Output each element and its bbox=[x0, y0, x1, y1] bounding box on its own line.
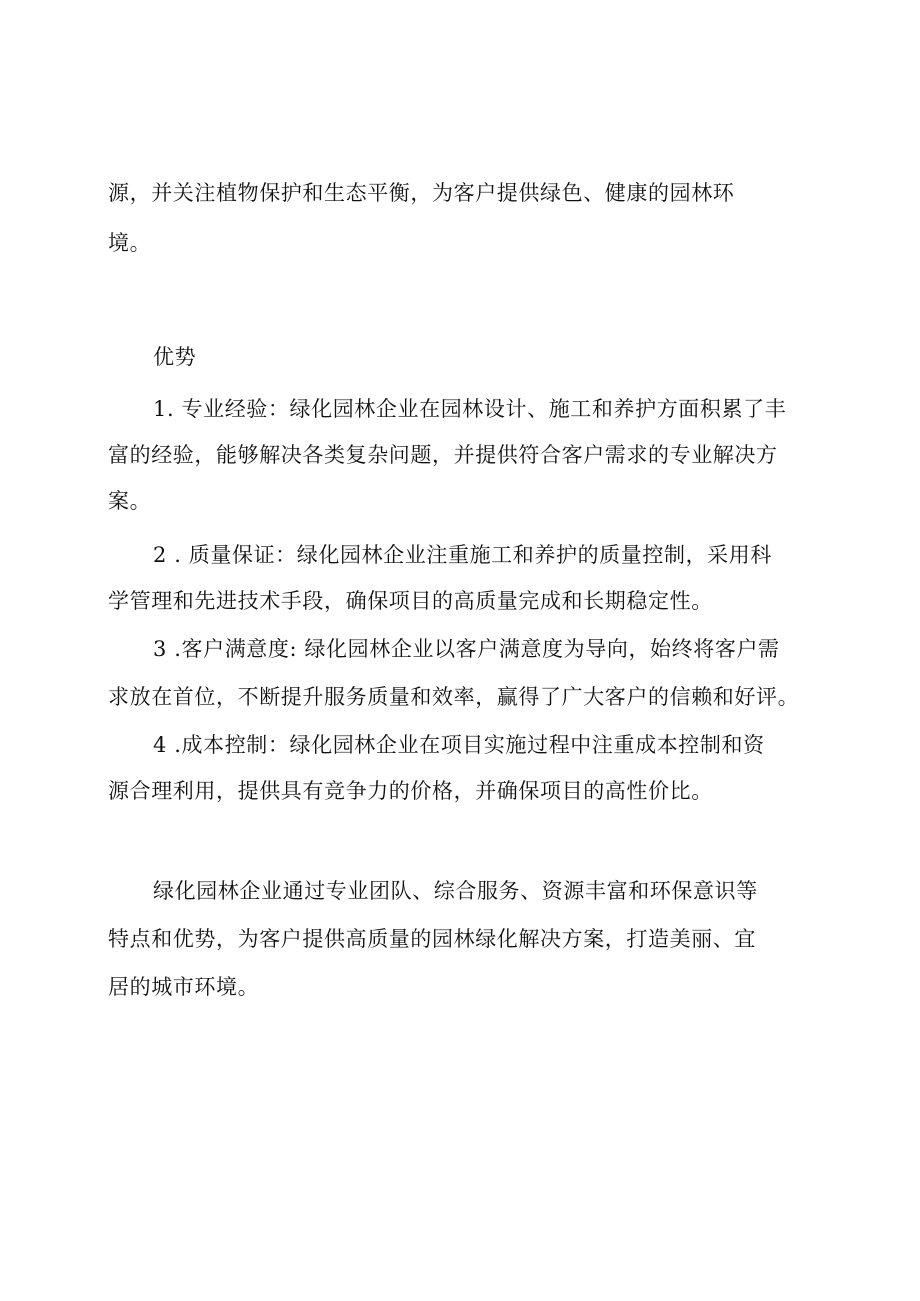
advantage-4-line-2: 源合理利用，提供具有竞争力的价格，并确保项目的高性价比。 bbox=[108, 779, 713, 803]
conclusion-line-2: 特点和优势，为客户提供高质量的园林绿化解决方案，打造美丽、宜 bbox=[108, 927, 756, 951]
advantages-heading: 优势 bbox=[153, 345, 197, 369]
advantage-4-line-1: 4 .成本控制：绿化园林企业在项目实施过程中注重成本控制和资 bbox=[153, 733, 765, 757]
advantage-1-line-3: 案。 bbox=[108, 489, 152, 513]
advantage-2-line-2: 学管理和先进技术手段，确保项目的高质量完成和长期稳定性。 bbox=[108, 589, 713, 613]
intro-line-2: 境。 bbox=[108, 231, 152, 255]
advantage-3-line-2: 求放在首位，不断提升服务质量和效率，赢得了广大客户的信赖和好评。 bbox=[108, 685, 800, 709]
conclusion-line-3: 居的城市环境。 bbox=[108, 975, 260, 999]
conclusion-line-1: 绿化园林企业通过专业团队、综合服务、资源丰富和环保意识等 bbox=[153, 879, 758, 903]
advantage-1-line-2: 富的经验，能够解决各类复杂问题，并提供符合客户需求的专业解决方 bbox=[108, 443, 778, 467]
intro-line-1: 源，并关注植物保护和生态平衡，为客户提供绿色、健康的园林环 bbox=[108, 181, 735, 205]
advantage-2-line-1: 2 . 质量保证：绿化园林企业注重施工和养护的质量控制，采用科 bbox=[153, 543, 772, 567]
advantage-3-line-1: 3 .客户满意度: 绿化园林企业以客户满意度为导向，始终将客户需 bbox=[153, 637, 780, 661]
advantage-1-line-1: 1. 专业经验：绿化园林企业在园林设计、施工和养护方面积累了丰 bbox=[153, 397, 787, 421]
